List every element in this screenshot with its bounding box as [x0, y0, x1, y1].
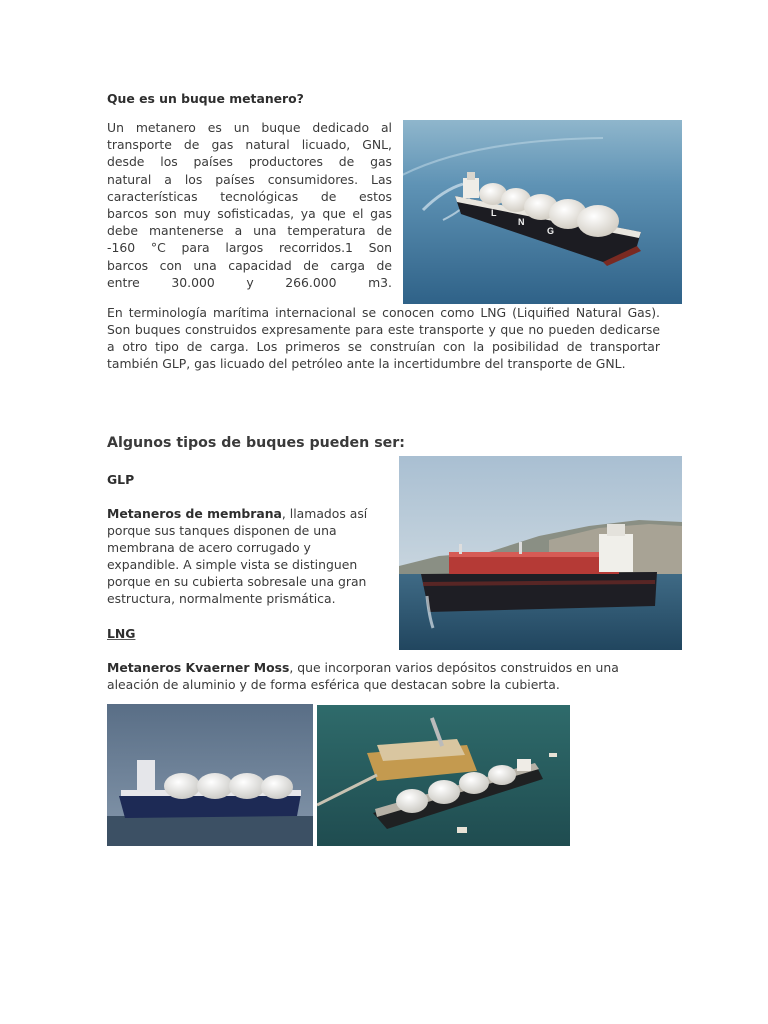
- intro-line: -160 °C para largos recorridos.1 Son: [107, 240, 392, 256]
- photo-lng-terminal-aerial: [317, 705, 570, 846]
- intro-line: desde los países productores de gas: [107, 154, 392, 170]
- hull-letter-n: N: [518, 217, 525, 227]
- text-kvaerner-moss: , que incorporan varios depósitos construidos en una aleación de aluminio y de forma esférica que destacan sobre la cubierta.: [107, 660, 619, 692]
- intro-line: características tecnológicas de estos: [107, 188, 392, 204]
- paragraph-membrana: [107, 505, 385, 607]
- paragraph-kvaerner-moss: [107, 659, 660, 693]
- heading-que-es: Que es un buque metanero?: [107, 91, 304, 106]
- paragraph-terminologia: En terminología marítima internacional se conocen como LNG (Liquified Natural Gas). Son buques construidos expresamente para este transporte y que no pueden dedicarse a otro tipo de carga. Los primeros se construían con la posibilidad de transportar también GLP, gas licuado del petróleo ante la incertidumbre del transporte de GNL.: [107, 305, 660, 371]
- photo-lng-carrier-sea: [403, 120, 682, 304]
- term-membrana: Metaneros de membrana: [107, 506, 282, 521]
- photo-membrane-tanker: [399, 456, 682, 650]
- intro-line: barcos son muy sofisticadas, ya que el gas: [107, 206, 392, 221]
- hull-letter-g: G: [547, 226, 555, 236]
- photo-moss-carrier: [107, 704, 313, 846]
- label-lng: LNG: [107, 626, 136, 641]
- term-kvaerner-moss: Metaneros Kvaerner Moss: [107, 660, 290, 675]
- text-membrana: , llamados así porque sus tanques disponen de una membrana de acero corrugado y expandible. A simple vista se distinguen porque en su cubierta sobresale una gran estructura, normalmente prismática.: [107, 506, 368, 606]
- intro-line: Un metanero es un buque dedicado al: [107, 120, 392, 135]
- intro-line: barcos con una capacidad de carga de: [107, 257, 392, 273]
- intro-line: transporte de gas natural licuado, GNL,: [107, 137, 392, 153]
- intro-line: entre 30.000 y 266.000 m3.: [107, 274, 392, 290]
- intro-line: debe mantenerse a una temperatura de: [107, 223, 392, 239]
- intro-line: natural a los países consumidores. Las: [107, 171, 392, 187]
- hull-letter-l: L: [491, 208, 497, 218]
- label-glp: GLP: [107, 472, 135, 487]
- heading-tipos-buques: Algunos tipos de buques pueden ser:: [107, 435, 405, 451]
